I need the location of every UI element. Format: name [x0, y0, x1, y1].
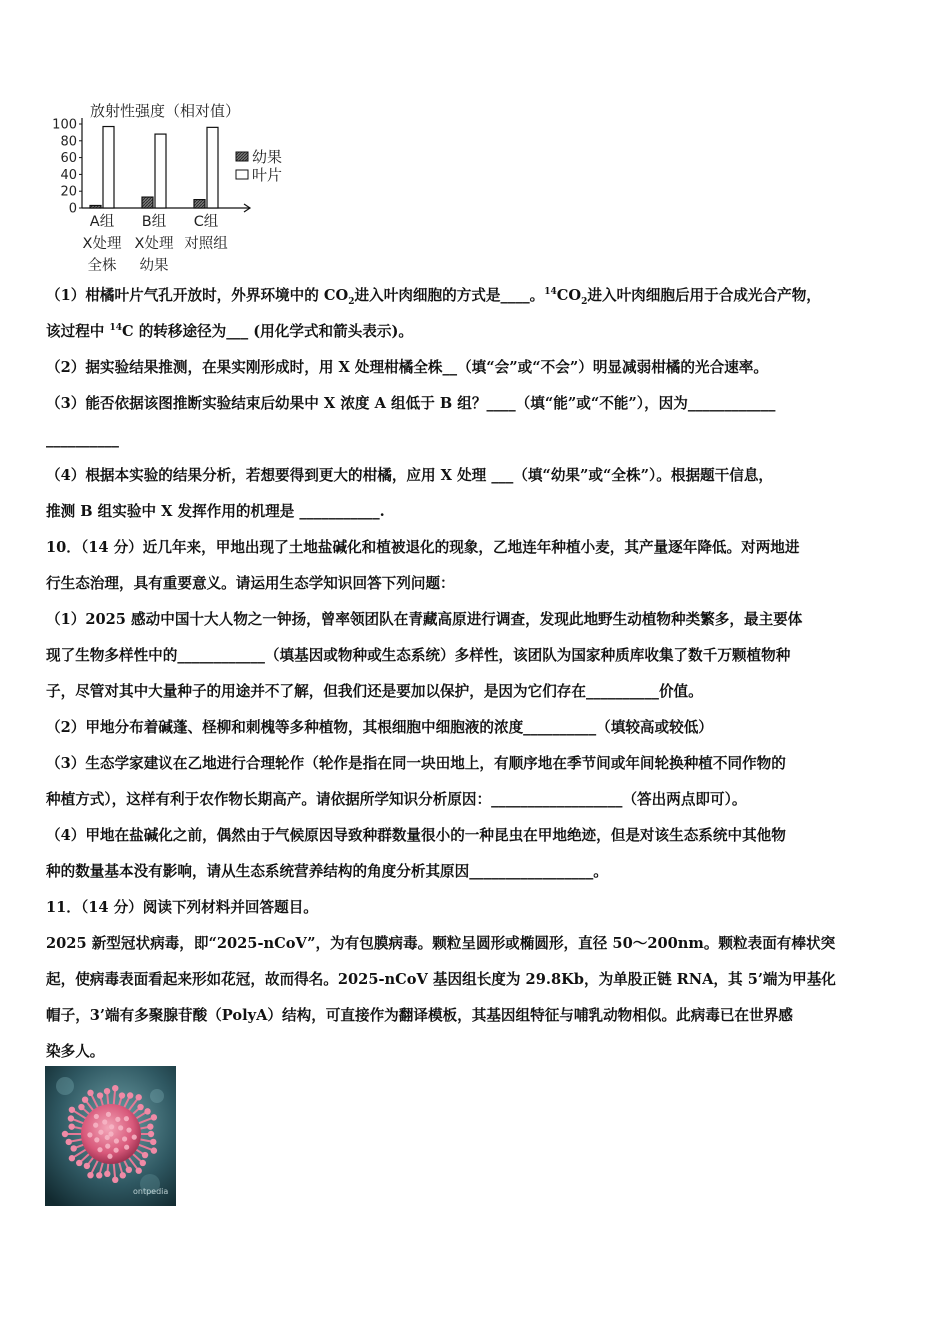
- paragraph-q9-1a: [46, 278, 908, 314]
- x-tick-label: 全株: [87, 258, 117, 274]
- spike-head: [136, 1094, 142, 1100]
- radioactivity-bar-chart: [40, 96, 300, 276]
- spike-head: [148, 1131, 154, 1137]
- surface-protein: [126, 1127, 131, 1132]
- surface-protein: [97, 1147, 102, 1152]
- spike-head: [140, 1160, 146, 1166]
- chart-legend: [236, 148, 282, 184]
- spike-head: [68, 1115, 74, 1121]
- paragraph-q10-2: （2）甲地分布着碱蓬、柽柳和刺槐等多种植物，其根细胞中细胞液的浓度__________（填较高或较低）: [46, 719, 713, 736]
- paragraph-q9-2: （2）据实验结果推测，在果实刚形成时，用 X 处理柑橘全株__（填“会”或“不会”）明显减弱柑橘的光合速率。: [46, 359, 768, 376]
- y-tick-label: 60: [60, 151, 77, 167]
- bar-leaf: [103, 127, 114, 208]
- paragraph-q10-1b: 现了生物多样性中的____________（填基因或物种或生态系统）多样性，该团队为国家种质库收集了数千万颗植物种: [46, 647, 791, 664]
- question-content: [46, 278, 908, 1070]
- paragraph-q10-1a: （1）2025 感动中国十大人物之一钟扬，曾率领团队在青藏高原进行调查，发现此地野生动植物种类繁多，最主要体: [46, 611, 803, 628]
- x-tick-label: B组: [141, 214, 167, 230]
- spike-head: [84, 1163, 90, 1169]
- spike-head: [151, 1114, 157, 1120]
- paragraph-q11-d: 帽子，3’端有多聚腺苷酸（PolyA）结构，可直接作为翻译模板，其基因组特征与哺乳动物相似。此病毒已在世界感: [46, 1007, 793, 1024]
- paragraph-q10-3a: （3）生态学家建议在乙地进行合理轮作（轮作是指在同一块田地上，有顺序地在季节间或年间轮换种植不同作物的: [46, 755, 786, 772]
- bar-leaf: [155, 134, 166, 208]
- superscript: 14: [109, 323, 122, 334]
- y-tick-label: 0: [68, 201, 77, 217]
- surface-protein: [105, 1144, 110, 1149]
- paragraph-q9-1b: [46, 314, 908, 350]
- image-watermark: ontpedia: [133, 1187, 169, 1196]
- paragraph-q10-4b: 种的数量基本没有影响，请从生态系统营养结构的角度分析其原因_________________。: [46, 863, 608, 880]
- spike-head: [66, 1139, 72, 1145]
- surface-protein: [106, 1112, 111, 1117]
- text-segment: （1）柑橘叶片气孔开放时，外界环境中的 CO: [46, 287, 349, 304]
- surface-protein: [115, 1117, 120, 1122]
- x-tick-label: 对照组: [184, 236, 228, 252]
- bar-fruit: [90, 205, 101, 208]
- surface-protein: [118, 1125, 123, 1130]
- surface-protein: [98, 1130, 103, 1135]
- paragraph-q10-4a: （4）甲地在盐碱化之前，偶然由于气候原因导致种群数量很小的一种昆虫在甲地绝迹，但是对该生态系统中其他物: [46, 827, 786, 844]
- surface-protein: [109, 1124, 114, 1129]
- x-tick-label: 幼果: [139, 258, 169, 274]
- surface-protein: [94, 1137, 99, 1142]
- paragraph-q9-4b: 推测 B 组实验中 X 发挥作用的机理是 ___________.: [46, 503, 385, 520]
- spike-head: [69, 1155, 75, 1161]
- spike-head: [87, 1090, 93, 1096]
- paragraph-q10-a: 10．（14 分）近几年来，甲地出现了土地盐碱化和植被退化的现象，乙地连年种植小麦，其产量逐年降低。对两地进: [46, 539, 800, 556]
- spike-head: [68, 1123, 74, 1129]
- surface-protein: [132, 1135, 137, 1140]
- chart-svg: [40, 96, 300, 276]
- spike-head: [87, 1172, 93, 1178]
- paragraph-q10-b: 行生态治理，具有重要意义。请运用生态学知识回答下列问题：: [46, 575, 455, 592]
- spike-head: [144, 1108, 150, 1114]
- text-segment: 进入叶肉细胞的方式是____。: [354, 287, 545, 304]
- spike-head: [136, 1168, 142, 1174]
- spike-head: [62, 1131, 68, 1137]
- paragraph-q11-e: 染多人。: [46, 1043, 105, 1060]
- x-tick-label: A组: [89, 214, 115, 230]
- surface-protein: [114, 1138, 119, 1143]
- legend-label: 幼果: [252, 148, 283, 166]
- surface-protein: [94, 1114, 99, 1119]
- text-segment: CO: [556, 287, 582, 304]
- spike-head: [126, 1167, 132, 1173]
- text-segment: 该过程中: [46, 323, 110, 340]
- paragraph-q9-3a: （3）能否依据该图推断实验结束后幼果中 X 浓度 A 组低于 B 组？____（填“能”或“不能”），因为____________: [46, 395, 776, 412]
- coronavirus-illustration: [45, 1066, 176, 1206]
- chart-title: 放射性强度（相对值）: [90, 102, 241, 120]
- spike-head: [142, 1152, 148, 1158]
- text-segment: C 的转移途径为___ (用化学式和箭头表示)。: [122, 323, 413, 340]
- surface-protein: [87, 1132, 92, 1137]
- surface-protein: [124, 1116, 129, 1121]
- x-tick-label: X处理: [134, 236, 174, 252]
- surface-protein: [124, 1145, 129, 1150]
- paragraph-q10-3b: 种植方式），这样有利于农作物长期高产。请依据所学知识分析原因：__________________（答出两点即可）。: [46, 791, 747, 808]
- chart-bars: [90, 127, 218, 208]
- spike-head: [112, 1085, 118, 1091]
- bar-fruit: [194, 200, 205, 208]
- surface-protein: [102, 1119, 107, 1124]
- spike-head: [96, 1172, 102, 1178]
- text-segment: 进入叶肉细胞后用于合成光合产物，: [587, 287, 821, 304]
- x-tick-label: C组: [193, 214, 219, 230]
- surface-protein: [113, 1148, 118, 1153]
- paragraph-q11-c: 起，使病毒表面看起来形如花冠，故而得名。2025-nCoV 基因组长度为 29.8Kb，为单股正链 RNA，其 5’端为甲基化: [46, 971, 836, 988]
- spike-head: [104, 1088, 110, 1094]
- paragraph-q11-b: 2025 新型冠状病毒，即“2025-nCoV”，为有包膜病毒。颗粒呈圆形或椭圆形，直径 50～200nm。颗粒表面有棒状突: [46, 935, 836, 952]
- surface-protein: [122, 1136, 127, 1141]
- coronavirus-image: [45, 1066, 176, 1206]
- chart-x-labels: [83, 213, 229, 274]
- spike-head: [127, 1092, 133, 1098]
- spike-head: [120, 1172, 126, 1178]
- y-tick-label: 40: [60, 167, 77, 183]
- spike-head: [137, 1104, 143, 1110]
- subscript: 2: [581, 296, 588, 307]
- y-tick-label: 80: [60, 134, 77, 150]
- surface-protein: [93, 1123, 98, 1128]
- legend-swatch: [236, 152, 248, 161]
- spike-head: [104, 1171, 110, 1177]
- paragraph-q9-3b: __________: [46, 431, 119, 448]
- y-tick-label: 20: [60, 184, 77, 200]
- x-tick-label: X处理: [82, 236, 122, 252]
- spike-head: [147, 1123, 153, 1129]
- paragraph-q11-a: 11．（14 分）阅读下列材料并回答题目。: [46, 899, 318, 916]
- spike-head: [78, 1104, 84, 1110]
- subscript: 2: [348, 296, 355, 307]
- spike-head: [151, 1147, 157, 1153]
- bar-fruit: [142, 197, 153, 208]
- spike-head: [112, 1177, 118, 1183]
- spike-head: [119, 1092, 125, 1098]
- y-tick-label: 100: [52, 117, 77, 133]
- surface-protein: [105, 1135, 110, 1140]
- spike-head: [76, 1160, 82, 1166]
- superscript: 14: [544, 287, 557, 298]
- spike-head: [97, 1092, 103, 1098]
- legend-swatch: [236, 170, 248, 179]
- spike-head: [150, 1139, 156, 1145]
- spike-head: [82, 1096, 88, 1102]
- surface-protein: [107, 1154, 112, 1159]
- bar-leaf: [207, 127, 218, 208]
- legend-label: 叶片: [252, 166, 283, 184]
- paragraph-q9-4a: （4）根据本实验的结果分析，若想要得到更大的柑橘，应用 X 处理 ___（填“幼果”或“全株”）。根据题干信息，: [46, 467, 774, 484]
- spike-head: [71, 1145, 77, 1151]
- paragraph-q10-1c: 子，尽管对其中大量种子的用途并不了解，但我们还是要加以保护，是因为它们存在__________价值。: [46, 683, 703, 700]
- spike-head: [69, 1107, 75, 1113]
